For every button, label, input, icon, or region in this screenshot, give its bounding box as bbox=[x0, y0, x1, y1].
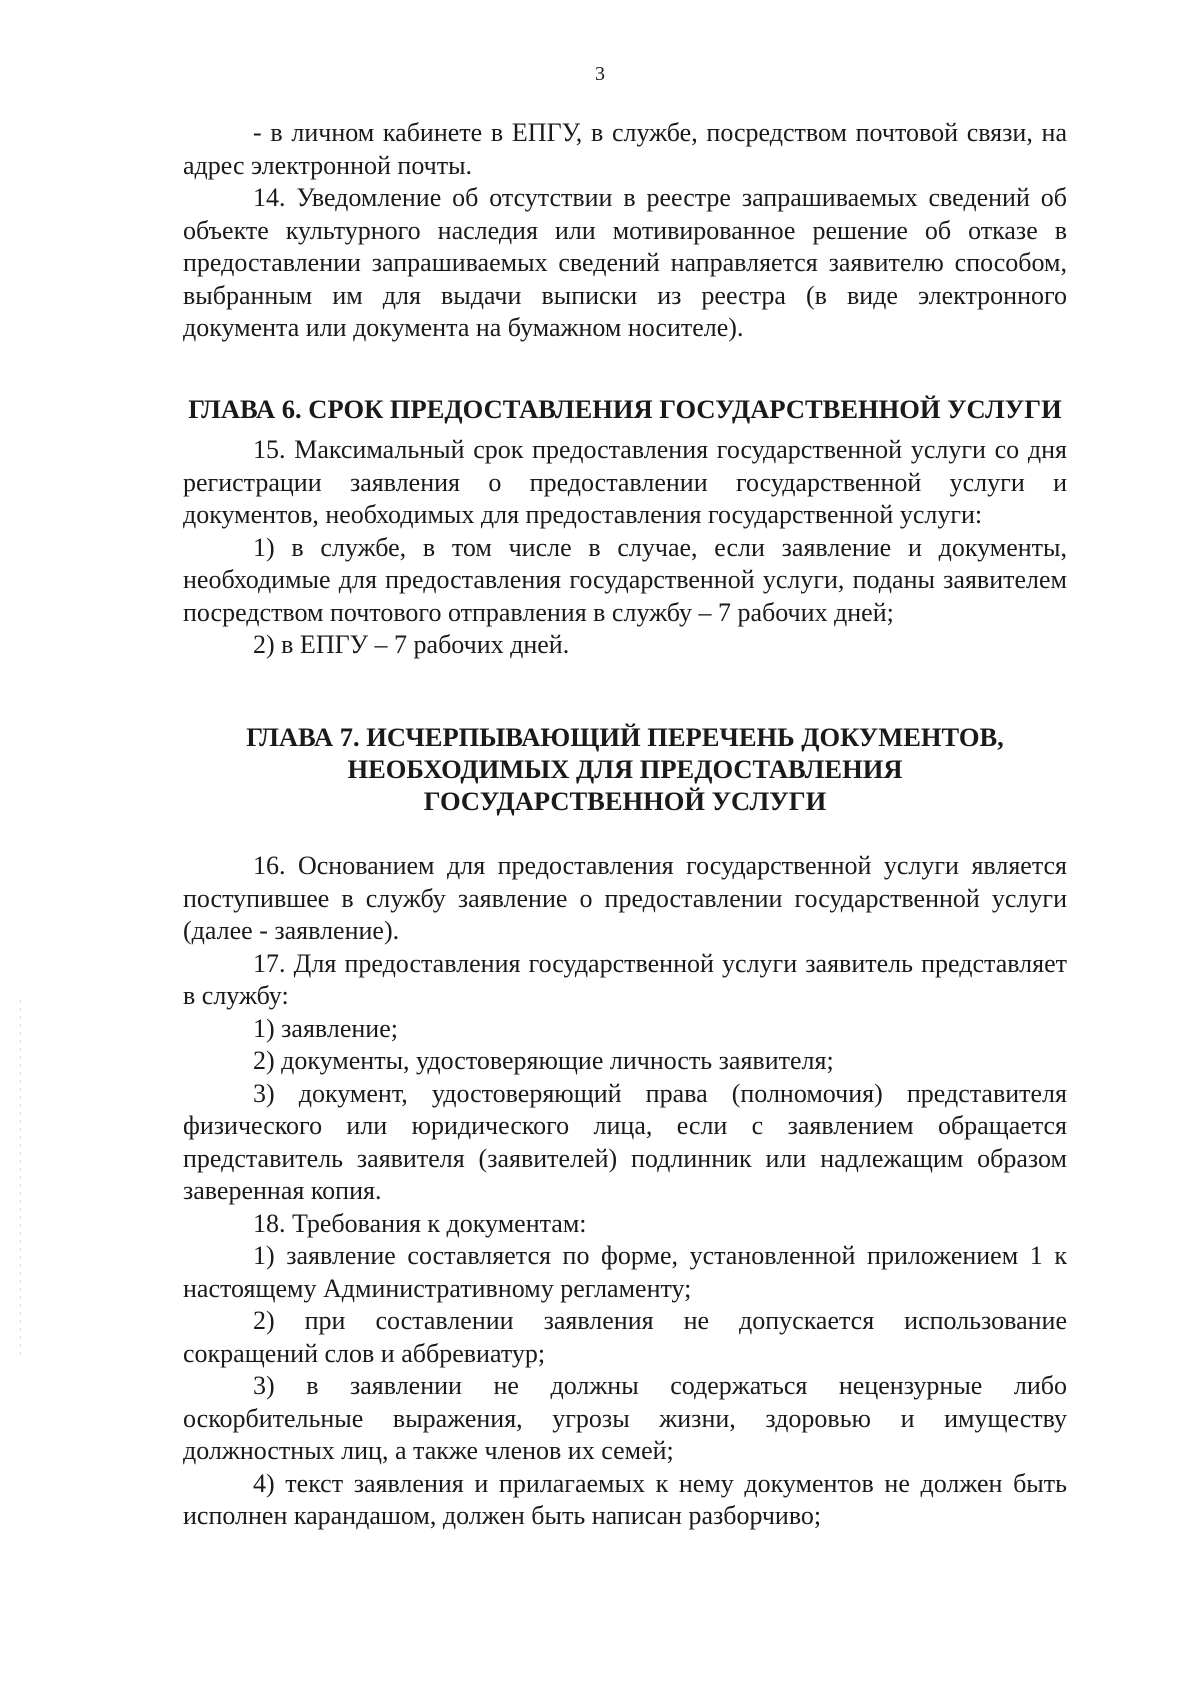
paragraph-15-item-2: 2) в ЕПГУ – 7 рабочих дней. bbox=[253, 630, 570, 659]
paragraph-15-item-1: 1) в службе, в том числе в случае, если заявление и документы, необходимые для предоставления государственной услуги, поданы заявителем посредством почтового отправления в службу – 7 рабочих дней; bbox=[183, 532, 1067, 627]
page-number: 3 bbox=[595, 63, 605, 85]
paragraph-14: 14. Уведомление об отсутствии в реестре запрашиваемых сведений об объекте культурного наследия или мотивированное решение об отказе в предоставлении запрашиваемых сведений направляется заявителю способом, выбранным им для выдачи выписки из реестра (в виде электронного документа или документа на бумажном носителе). bbox=[183, 183, 1067, 342]
scan-margin-line bbox=[20, 1000, 21, 1360]
chapter-7-heading-line-2: НЕОБХОДИМЫХ ДЛЯ ПРЕДОСТАВЛЕНИЯ bbox=[347, 754, 903, 784]
chapter-6-heading: ГЛАВА 6. СРОК ПРЕДОСТАВЛЕНИЯ ГОСУДАРСТВЕННОЙ УСЛУГИ bbox=[188, 394, 1062, 424]
paragraph-18-item-1: 1) заявление составляется по форме, установленной приложением 1 к настоящему Административному регламенту; bbox=[183, 1241, 1067, 1303]
paragraph-17: 17. Для предоставления государственной услуги заявитель представляет в службу: bbox=[183, 948, 1067, 1010]
paragraph-18: 18. Требования к документам: bbox=[253, 1208, 587, 1238]
paragraph-18-item-3: 3) в заявлении не должны содержаться нецензурные либо оскорбительные выражения, угрозы жизни, здоровью и имуществу должностных лиц, а также членов их семей; bbox=[183, 1371, 1067, 1465]
text-block-delivery bbox=[183, 117, 1067, 345]
text-block-service-term bbox=[183, 434, 1067, 662]
paragraph-17-item-3: 3) документ, удостоверяющий права (полномочия) представителя физического или юридического лица, если с заявлением обращается представитель заявителя (заявителей) подлинник или надлежащим образом заверенная копия. bbox=[183, 1078, 1067, 1205]
paragraph-17-item-1: 1) заявление; bbox=[253, 1013, 398, 1043]
chapter-7-heading bbox=[170, 721, 1080, 817]
chapter-7-heading-line-1: ГЛАВА 7. ИСЧЕРПЫВАЮЩИЙ ПЕРЕЧЕНЬ ДОКУМЕНТОВ, bbox=[246, 722, 1004, 752]
text-block-documents bbox=[183, 850, 1067, 1533]
paragraph-18-item-4: 4) текст заявления и прилагаемых к нему документов не должен быть исполнен карандашом, должен быть написан разборчиво; bbox=[183, 1468, 1067, 1530]
paragraph-delivery-methods: - в личном кабинете в ЕПГУ, в службе, посредством почтовой связи, на адрес электронной почты. bbox=[183, 118, 1067, 180]
paragraph-18-item-2: 2) при составлении заявления не допускается использование сокращений слов и аббревиатур; bbox=[183, 1306, 1067, 1368]
paragraph-15: 15. Максимальный срок предоставления государственной услуги со дня регистрации заявления о предоставлении государственной услуги и документов, необходимых для предоставления государственной услуги: bbox=[183, 435, 1067, 529]
chapter-7-heading-line-3: ГОСУДАРСТВЕННОЙ УСЛУГИ bbox=[423, 786, 827, 816]
paragraph-16: 16. Основанием для предоставления государственной услуги является поступившее в службу заявление о предоставлении государственной услуги (далее - заявление). bbox=[183, 851, 1067, 945]
paragraph-17-item-2: 2) документы, удостоверяющие личность заявителя; bbox=[253, 1046, 834, 1075]
